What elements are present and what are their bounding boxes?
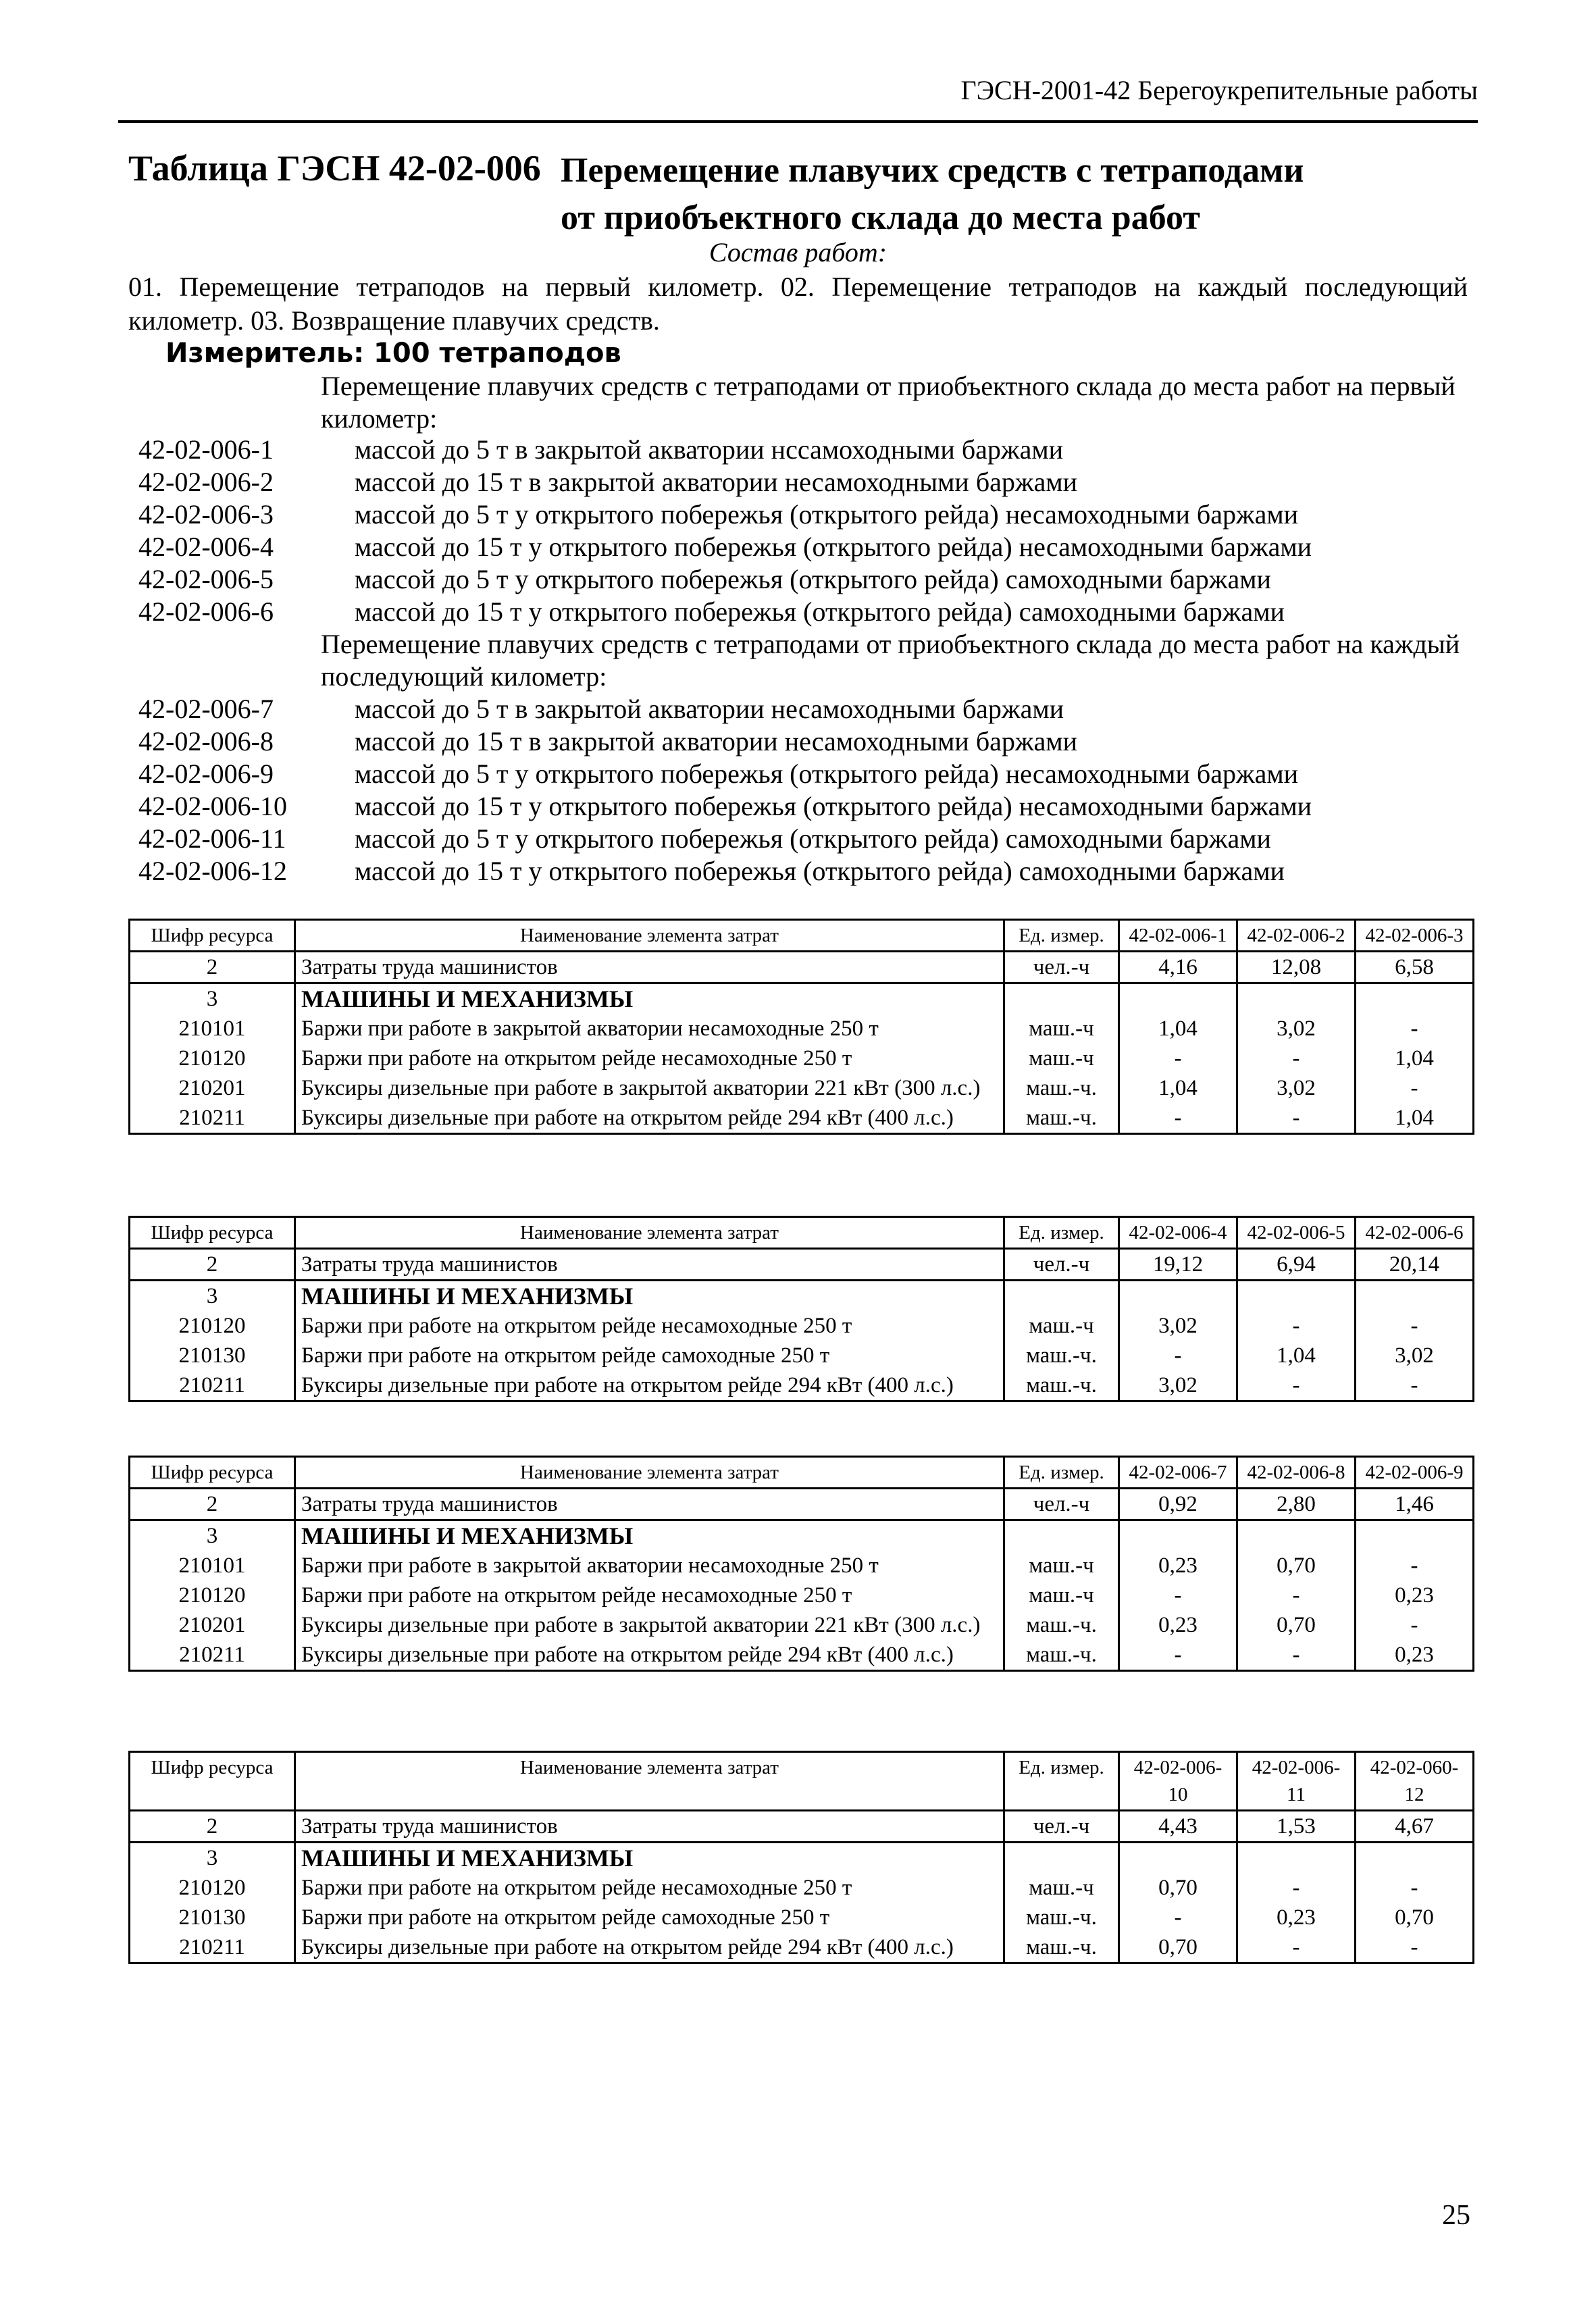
value: -	[1356, 1873, 1474, 1903]
value: -	[1119, 1103, 1237, 1134]
cost-element: Буксиры дизельные при работе в закрытой акватории 221 кВт (300 л.с.)	[295, 1610, 1004, 1640]
table-row	[130, 1014, 1474, 1044]
cost-element: Баржи при работе на открытом рейде самоходные 250 т	[295, 1341, 1004, 1370]
table-header-row	[130, 1217, 1474, 1249]
value	[1119, 983, 1237, 1014]
item-description: массой до 5 т у открытого побережья (открытого рейда) несамоходными баржами	[355, 759, 1299, 789]
value	[1237, 1843, 1356, 1874]
code-row	[138, 498, 1468, 531]
value: 2,80	[1237, 1489, 1356, 1520]
table-row	[130, 1249, 1474, 1281]
value	[1237, 983, 1356, 1014]
resource-code: 210211	[130, 1103, 295, 1134]
page-number: 25	[1442, 2200, 1470, 2231]
value: 0,70	[1237, 1610, 1356, 1640]
header-resource-code: Шифр ресурса	[130, 1752, 295, 1811]
item-code: 42-02-006-11	[138, 823, 286, 854]
value: 19,12	[1119, 1249, 1237, 1281]
value	[1119, 1843, 1237, 1874]
table-row	[130, 1610, 1474, 1640]
table-row	[130, 1044, 1474, 1073]
value: 4,43	[1119, 1811, 1237, 1843]
group-title: Перемещение плавучих средств с тетраподами от приобъектного склада до места работ на первый километр:	[321, 371, 1456, 434]
code-row	[138, 563, 1468, 596]
unit	[1004, 983, 1119, 1014]
header-norm-code: 42-02-006-7	[1119, 1457, 1237, 1489]
table-row	[130, 1520, 1474, 1551]
header-norm-code: 42-02-006-10	[1119, 1752, 1237, 1811]
value: 3,02	[1119, 1370, 1237, 1402]
value: -	[1237, 1311, 1356, 1341]
works-description: 01. Перемещение тетраподов на первый километр. 02. Перемещение тетраподов на каждый последующий километр. 03. Возвращение плавучих средств.	[128, 272, 1468, 336]
item-description: массой до 5 т у открытого побережья (открытого рейда) несамоходными баржами	[355, 499, 1299, 530]
value: -	[1237, 1873, 1356, 1903]
resource-code: 3	[130, 983, 295, 1014]
item-code: 42-02-006-7	[138, 694, 274, 724]
item-description: массой до 5 т в закрытой акватории нссамоходными баржами	[355, 434, 1064, 465]
table-title	[561, 147, 1304, 242]
value	[1119, 1520, 1237, 1551]
value: 0,70	[1119, 1873, 1237, 1903]
value: 0,92	[1119, 1489, 1237, 1520]
header-norm-code: 42-02-006-3	[1356, 920, 1474, 952]
table-row	[130, 1843, 1474, 1874]
value: 0,70	[1356, 1903, 1474, 1932]
value: 4,16	[1119, 952, 1237, 983]
code-row	[138, 434, 1468, 466]
cost-table	[128, 1216, 1474, 1402]
resource-code: 210130	[130, 1903, 295, 1932]
unit: чел.-ч	[1004, 952, 1119, 983]
value: -	[1356, 1014, 1474, 1044]
cost-element: Буксиры дизельные при работе на открытом рейде 294 кВт (400 л.с.)	[295, 1370, 1004, 1402]
resource-code: 2	[130, 1811, 295, 1843]
code-row	[138, 790, 1468, 823]
unit: маш.-ч	[1004, 1014, 1119, 1044]
resource-code: 3	[130, 1520, 295, 1551]
cost-element: Затраты труда машинистов	[295, 1489, 1004, 1520]
value: 1,04	[1356, 1103, 1474, 1134]
resource-code: 210211	[130, 1370, 295, 1402]
value: -	[1119, 1903, 1237, 1932]
table-row	[130, 952, 1474, 983]
table-row	[130, 1811, 1474, 1843]
item-code: 42-02-006-2	[138, 467, 274, 497]
item-description: массой до 15 т у открытого побережья (открытого рейда) несамоходными баржами	[355, 532, 1312, 562]
item-code: 42-02-006-3	[138, 499, 274, 530]
value: 0,23	[1119, 1610, 1237, 1640]
header-norm-code: 42-02-006-1	[1119, 920, 1237, 952]
unit: маш.-ч.	[1004, 1073, 1119, 1103]
unit: чел.-ч	[1004, 1811, 1119, 1843]
resource-code: 2	[130, 1249, 295, 1281]
item-code: 42-02-006-1	[138, 434, 274, 465]
item-code: 42-02-006-6	[138, 596, 274, 627]
table-row	[130, 1281, 1474, 1312]
value: 1,46	[1356, 1489, 1474, 1520]
value: 1,04	[1237, 1341, 1356, 1370]
unit: маш.-ч	[1004, 1551, 1119, 1580]
resource-code: 210130	[130, 1341, 295, 1370]
value: -	[1119, 1044, 1237, 1073]
table-row	[130, 1073, 1474, 1103]
header-unit: Ед. измер.	[1004, 1217, 1119, 1249]
group-title: Перемещение плавучих средств с тетраподами от приобъектного склада до места работ на каждый последующий километр:	[321, 629, 1460, 692]
cost-element: Баржи при работе на открытом рейде несамоходные 250 т	[295, 1580, 1004, 1610]
value: -	[1356, 1610, 1474, 1640]
cost-element: Баржи при работе в закрытой акватории несамоходные 250 т	[295, 1014, 1004, 1044]
cost-element: Буксиры дизельные при работе на открытом рейде 294 кВт (400 л.с.)	[295, 1932, 1004, 1963]
resource-code: 210101	[130, 1014, 295, 1044]
resource-code: 210201	[130, 1073, 295, 1103]
code-row	[138, 823, 1468, 855]
section-heading: МАШИНЫ И МЕХАНИЗМЫ	[295, 1281, 1004, 1312]
unit: маш.-ч	[1004, 1580, 1119, 1610]
cost-element: Буксиры дизельные при работе на открытом рейде 294 кВт (400 л.с.)	[295, 1640, 1004, 1671]
resource-code: 210201	[130, 1610, 295, 1640]
table-row	[130, 1551, 1474, 1580]
unit: маш.-ч.	[1004, 1341, 1119, 1370]
unit	[1004, 1520, 1119, 1551]
value: 1,04	[1119, 1014, 1237, 1044]
table-row	[130, 983, 1474, 1014]
code-row	[138, 693, 1468, 725]
meter-line: Измеритель: 100 тетраподов	[165, 338, 621, 369]
resource-code: 3	[130, 1843, 295, 1874]
value: 1,53	[1237, 1811, 1356, 1843]
header-norm-code: 42-02-006-6	[1356, 1217, 1474, 1249]
item-code: 42-02-006-10	[138, 791, 287, 821]
item-code: 42-02-006-8	[138, 726, 274, 756]
table-number: Таблица ГЭСН 42-02-006	[128, 148, 541, 188]
value: 6,58	[1356, 952, 1474, 983]
value: 1,04	[1119, 1073, 1237, 1103]
value: 0,23	[1237, 1903, 1356, 1932]
section-heading: МАШИНЫ И МЕХАНИЗМЫ	[295, 983, 1004, 1014]
item-description: массой до 5 т у открытого побережья (открытого рейда) самоходными баржами	[355, 823, 1271, 854]
cost-element: Баржи при работе в закрытой акватории несамоходные 250 т	[295, 1551, 1004, 1580]
value: -	[1356, 1370, 1474, 1402]
value: -	[1119, 1640, 1237, 1671]
resource-code: 2	[130, 952, 295, 983]
unit: маш.-ч	[1004, 1311, 1119, 1341]
code-row	[138, 596, 1468, 628]
header-unit: Ед. измер.	[1004, 920, 1119, 952]
code-row	[138, 725, 1468, 758]
header-cost-element: Наименование элемента затрат	[295, 920, 1004, 952]
code-row	[138, 855, 1468, 888]
header-norm-code: 42-02-006-5	[1237, 1217, 1356, 1249]
unit	[1004, 1281, 1119, 1312]
item-description: массой до 15 т в закрытой акватории несамоходными баржами	[355, 467, 1078, 497]
table-row	[130, 1580, 1474, 1610]
value: 20,14	[1356, 1249, 1474, 1281]
header-resource-code: Шифр ресурса	[130, 1457, 295, 1489]
value: 3,02	[1237, 1014, 1356, 1044]
table-header-row	[130, 1752, 1474, 1811]
value	[1356, 1281, 1474, 1312]
value: -	[1356, 1932, 1474, 1963]
value: 0,23	[1356, 1640, 1474, 1671]
resource-code: 210120	[130, 1044, 295, 1073]
resource-code: 210120	[130, 1873, 295, 1903]
value	[1237, 1520, 1356, 1551]
code-row	[138, 758, 1468, 790]
value: -	[1356, 1073, 1474, 1103]
cost-element: Баржи при работе на открытом рейде несамоходные 250 т	[295, 1044, 1004, 1073]
unit: маш.-ч	[1004, 1044, 1119, 1073]
running-header: ГЭСН-2001-42 Берегоукрепительные работы	[118, 74, 1478, 123]
header-norm-code: 42-02-006-11	[1237, 1752, 1356, 1811]
cost-table	[128, 919, 1474, 1135]
code-row	[138, 531, 1468, 563]
table-title-line-2: от приобъектного склада до места работ	[561, 199, 1200, 237]
code-row	[138, 466, 1468, 498]
unit: чел.-ч	[1004, 1249, 1119, 1281]
table-row	[130, 1903, 1474, 1932]
value: 0,70	[1237, 1551, 1356, 1580]
resource-code: 3	[130, 1281, 295, 1312]
table-row	[130, 1873, 1474, 1903]
header-resource-code: Шифр ресурса	[130, 1217, 295, 1249]
value: 4,67	[1356, 1811, 1474, 1843]
table-row	[130, 1489, 1474, 1520]
header-cost-element: Наименование элемента затрат	[295, 1457, 1004, 1489]
item-description: массой до 15 т у открытого побережья (открытого рейда) самоходными баржами	[355, 856, 1285, 886]
value: 0,23	[1356, 1580, 1474, 1610]
item-description: массой до 5 т у открытого побережья (открытого рейда) самоходными баржами	[355, 564, 1271, 594]
item-description: массой до 5 т в закрытой акватории несамоходными баржами	[355, 694, 1064, 724]
composition-heading: Состав работ:	[709, 237, 887, 267]
header-norm-code: 42-02-006-4	[1119, 1217, 1237, 1249]
value: -	[1237, 1103, 1356, 1134]
value: -	[1237, 1580, 1356, 1610]
value	[1119, 1281, 1237, 1312]
table-header-row	[130, 920, 1474, 952]
value: -	[1237, 1370, 1356, 1402]
value: -	[1356, 1311, 1474, 1341]
table-row	[130, 1640, 1474, 1671]
header-norm-code: 42-02-006-2	[1237, 920, 1356, 952]
unit: маш.-ч.	[1004, 1903, 1119, 1932]
value: -	[1237, 1932, 1356, 1963]
value	[1237, 1281, 1356, 1312]
value	[1356, 1520, 1474, 1551]
table-row	[130, 1103, 1474, 1134]
value	[1356, 1843, 1474, 1874]
value: 12,08	[1237, 952, 1356, 983]
unit	[1004, 1843, 1119, 1874]
header-cost-element: Наименование элемента затрат	[295, 1752, 1004, 1811]
item-code: 42-02-006-9	[138, 759, 274, 789]
cost-element: Буксиры дизельные при работе на открытом рейде 294 кВт (400 л.с.)	[295, 1103, 1004, 1134]
table-header-row	[130, 1457, 1474, 1489]
unit: чел.-ч	[1004, 1489, 1119, 1520]
cost-element: Баржи при работе на открытом рейде несамоходные 250 т	[295, 1873, 1004, 1903]
cost-element: Затраты труда машинистов	[295, 952, 1004, 983]
unit: маш.-ч.	[1004, 1103, 1119, 1134]
resource-code: 210101	[130, 1551, 295, 1580]
value	[1356, 983, 1474, 1014]
cost-element: Баржи при работе на открытом рейде несамоходные 250 т	[295, 1311, 1004, 1341]
table-row	[130, 1370, 1474, 1402]
header-norm-code: 42-02-060-12	[1356, 1752, 1474, 1811]
unit: маш.-ч.	[1004, 1610, 1119, 1640]
table-row	[130, 1341, 1474, 1370]
value: -	[1237, 1640, 1356, 1671]
item-code: 42-02-006-12	[138, 856, 287, 886]
cost-element: Буксиры дизельные при работе в закрытой акватории 221 кВт (300 л.с.)	[295, 1073, 1004, 1103]
cost-element: Баржи при работе на открытом рейде самоходные 250 т	[295, 1903, 1004, 1932]
resource-code: 210211	[130, 1640, 295, 1671]
cost-element: Затраты труда машинистов	[295, 1249, 1004, 1281]
unit: маш.-ч.	[1004, 1932, 1119, 1963]
unit: маш.-ч.	[1004, 1640, 1119, 1671]
resource-code: 210120	[130, 1580, 295, 1610]
value: 6,94	[1237, 1249, 1356, 1281]
header-cost-element: Наименование элемента затрат	[295, 1217, 1004, 1249]
cost-table	[128, 1456, 1474, 1672]
cost-table	[128, 1751, 1474, 1964]
value: 3,02	[1119, 1311, 1237, 1341]
value: -	[1119, 1341, 1237, 1370]
item-description: массой до 15 т у открытого побережья (открытого рейда) несамоходными баржами	[355, 791, 1312, 821]
unit: маш.-ч.	[1004, 1370, 1119, 1402]
item-code: 42-02-006-4	[138, 532, 274, 562]
item-code: 42-02-006-5	[138, 564, 274, 594]
header-norm-code: 42-02-006-8	[1237, 1457, 1356, 1489]
value: -	[1237, 1044, 1356, 1073]
value: 3,02	[1237, 1073, 1356, 1103]
value: -	[1356, 1551, 1474, 1580]
value: 3,02	[1356, 1341, 1474, 1370]
item-description: массой до 15 т у открытого побережья (открытого рейда) самоходными баржами	[355, 596, 1285, 627]
resource-code: 210211	[130, 1932, 295, 1963]
resource-code: 2	[130, 1489, 295, 1520]
table-row	[130, 1932, 1474, 1963]
table-row	[130, 1311, 1474, 1341]
section-heading: МАШИНЫ И МЕХАНИЗМЫ	[295, 1520, 1004, 1551]
table-title-line-1: Перемещение плавучих средств с тетраподами	[561, 151, 1304, 190]
resource-code: 210120	[130, 1311, 295, 1341]
value: 0,70	[1119, 1932, 1237, 1963]
cost-element: Затраты труда машинистов	[295, 1811, 1004, 1843]
section-heading: МАШИНЫ И МЕХАНИЗМЫ	[295, 1843, 1004, 1874]
header-resource-code: Шифр ресурса	[130, 920, 295, 952]
value: 1,04	[1356, 1044, 1474, 1073]
item-description: массой до 15 т в закрытой акватории несамоходными баржами	[355, 726, 1078, 756]
header-norm-code: 42-02-006-9	[1356, 1457, 1474, 1489]
value: -	[1119, 1580, 1237, 1610]
header-unit: Ед. измер.	[1004, 1457, 1119, 1489]
header-unit: Ед. измер.	[1004, 1752, 1119, 1811]
unit: маш.-ч	[1004, 1873, 1119, 1903]
value: 0,23	[1119, 1551, 1237, 1580]
